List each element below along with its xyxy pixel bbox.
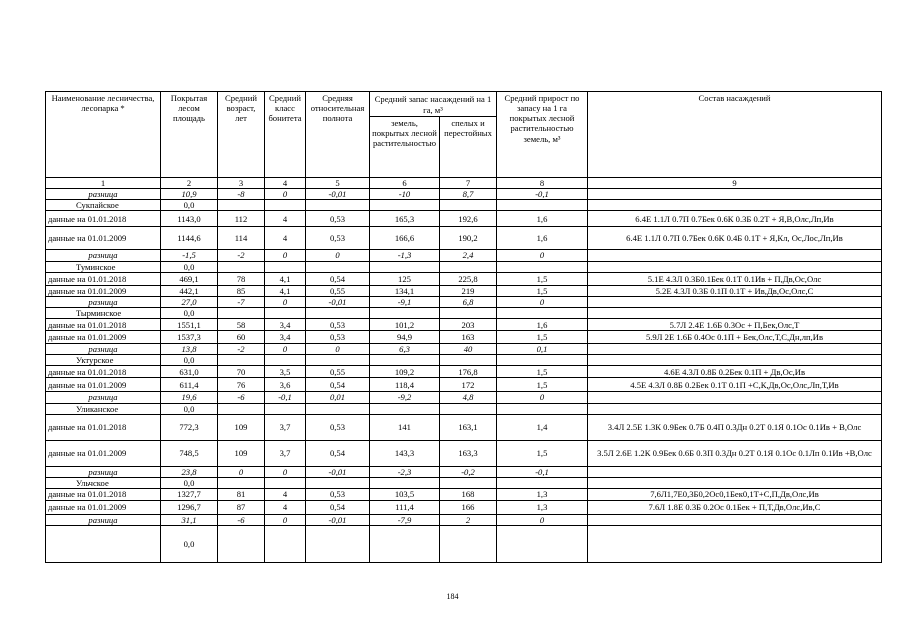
cell-average-growth xyxy=(497,200,588,211)
section-row xyxy=(46,403,882,414)
cell-forested-area: 27,0 xyxy=(161,296,218,307)
cell-average-age: 114 xyxy=(218,227,265,250)
cell-composition: 5.2Е 4.3Л 0.3Б 0.1П 0.1Т + Ив,Дв,Ос,Олс,С xyxy=(588,285,882,296)
cell-forested-area: 23,8 xyxy=(161,466,218,477)
cell-bonitet-class xyxy=(265,403,306,414)
cell-average-age xyxy=(218,307,265,318)
cell-average-growth: 1,3 xyxy=(497,488,588,500)
cell-average-growth xyxy=(497,355,588,366)
cell-forested-area: 0,0 xyxy=(161,477,218,488)
cell-relative-density: 0,53 xyxy=(306,414,370,440)
cell-relative-density: -0,01 xyxy=(306,514,370,525)
cell-average-age xyxy=(218,261,265,272)
cell-forestry-name: разница xyxy=(46,466,161,477)
cell-bonitet-class: 0 xyxy=(265,296,306,307)
cell-relative-density xyxy=(306,477,370,488)
table-row xyxy=(46,319,882,331)
cell-stock-covered: 141 xyxy=(370,414,440,440)
cell-relative-density: 0 xyxy=(306,250,370,261)
cell-relative-density xyxy=(306,403,370,414)
header-forestry-name: Наименование лесничества, лесопарка * xyxy=(46,92,161,178)
cell-stock-covered xyxy=(370,526,440,563)
cell-composition xyxy=(588,189,882,200)
cell-relative-density xyxy=(306,261,370,272)
column-numbers-row xyxy=(46,178,882,189)
difference-row xyxy=(46,392,882,403)
cell-average-growth: 1,5 xyxy=(497,331,588,344)
cell-relative-density: 0,53 xyxy=(306,488,370,500)
section-row xyxy=(46,355,882,366)
cell-composition: 3.5Л 2.6Е 1.2К 0.9Бек 0.6Б 0.3П 0.3Дн 0.2Т 0.1Я 0.1Ос 0.1Лп 0.1Ив +В,Олс xyxy=(588,440,882,466)
cell-forestry-name: данные на 01.01.2018 xyxy=(46,414,161,440)
cell-average-growth: 1,6 xyxy=(497,211,588,227)
cell-average-growth: 1,5 xyxy=(497,378,588,392)
cell-stock-mature xyxy=(440,307,497,318)
difference-row xyxy=(46,466,882,477)
cell-stock-covered: -7,9 xyxy=(370,514,440,525)
cell-composition xyxy=(588,514,882,525)
cell-composition xyxy=(588,296,882,307)
cell-forested-area: 10,9 xyxy=(161,189,218,200)
cell-average-age: -6 xyxy=(218,514,265,525)
cell-stock-covered xyxy=(370,403,440,414)
difference-row xyxy=(46,296,882,307)
cell-average-age: -8 xyxy=(218,189,265,200)
cell-average-age xyxy=(218,200,265,211)
cell-average-growth: -0,1 xyxy=(497,466,588,477)
cell-bonitet-class: 3,6 xyxy=(265,378,306,392)
cell-forestry-name: разница xyxy=(46,250,161,261)
cell-forested-area: 631,0 xyxy=(161,366,218,378)
table-row xyxy=(46,526,882,563)
cell-stock-mature: 2,4 xyxy=(440,250,497,261)
cell-composition xyxy=(588,355,882,366)
col-number: 3 xyxy=(218,178,265,189)
cell-relative-density: 0,53 xyxy=(306,319,370,331)
cell-bonitet-class: 4 xyxy=(265,227,306,250)
cell-average-growth: 1,6 xyxy=(497,227,588,250)
cell-stock-mature: 168 xyxy=(440,488,497,500)
cell-composition: 6.4Е 1.1Л 0.7П 0.7Бек 0.6К 0.3Б 0.2Т + Я,В,Олс,Лп,Ив xyxy=(588,211,882,227)
cell-composition: 5.7Л 2.4Е 1.6Б 0.3Ос + П,Бек,Олс,Т xyxy=(588,319,882,331)
cell-stock-mature xyxy=(440,261,497,272)
cell-composition: 6.4Е 1.1Л 0.7П 0.7Бек 0.6К 0.4Б 0.1Т + Я,Кл, Ос,Лос,Лп,Ив xyxy=(588,227,882,250)
cell-average-age: -6 xyxy=(218,392,265,403)
table-row xyxy=(46,227,882,250)
cell-forested-area: 1551,1 xyxy=(161,319,218,331)
cell-average-age: 109 xyxy=(218,440,265,466)
cell-stock-mature: 2 xyxy=(440,514,497,525)
cell-stock-mature: 225,8 xyxy=(440,272,497,285)
cell-average-age: 78 xyxy=(218,272,265,285)
header-stock-mature: спелых и перестойных xyxy=(440,117,497,178)
cell-composition: 4.5Е 4.3Л 0.8Б 0.2Бек 0.1Т 0.1П +С,К,Дв,Ос,Олс,Лп,Т,Ив xyxy=(588,378,882,392)
cell-stock-covered: 118,4 xyxy=(370,378,440,392)
cell-average-growth: 0,1 xyxy=(497,344,588,355)
cell-stock-mature: -0,2 xyxy=(440,466,497,477)
cell-stock-mature xyxy=(440,477,497,488)
cell-forested-area: 1296,7 xyxy=(161,500,218,514)
cell-relative-density: 0,54 xyxy=(306,378,370,392)
cell-average-growth: 0 xyxy=(497,392,588,403)
header-composition: Состав насаждений xyxy=(588,92,882,178)
cell-stock-mature xyxy=(440,403,497,414)
cell-average-growth xyxy=(497,526,588,563)
header-average-growth: Средний прирост по запасу на 1 га покрытых лесной растительностью земель, м³ xyxy=(497,92,588,178)
cell-stock-mature: 172 xyxy=(440,378,497,392)
cell-composition: 3.4Л 2.5Е 1.3К 0.9Бек 0.7Б 0.4П 0.3Дн 0.2Т 0.1Я 0.1Ос 0.1Ив + В,Олс xyxy=(588,414,882,440)
forest-statistics-table xyxy=(45,91,882,563)
col-number: 5 xyxy=(306,178,370,189)
table-row xyxy=(46,488,882,500)
col-number: 7 xyxy=(440,178,497,189)
cell-relative-density: 0 xyxy=(306,344,370,355)
cell-forestry-name: разница xyxy=(46,392,161,403)
table-row xyxy=(46,414,882,440)
cell-relative-density: 0,01 xyxy=(306,392,370,403)
cell-relative-density: 0,54 xyxy=(306,440,370,466)
cell-forested-area: 19,6 xyxy=(161,392,218,403)
cell-stock-covered: -9,2 xyxy=(370,392,440,403)
cell-stock-covered: 111,4 xyxy=(370,500,440,514)
cell-composition xyxy=(588,261,882,272)
cell-average-age: 58 xyxy=(218,319,265,331)
cell-stock-mature: 176,8 xyxy=(440,366,497,378)
cell-relative-density: 0,53 xyxy=(306,331,370,344)
section-row xyxy=(46,261,882,272)
header-bonitet-class: Средний класс бонитета xyxy=(265,92,306,178)
cell-stock-mature: 163 xyxy=(440,331,497,344)
cell-composition xyxy=(588,403,882,414)
cell-relative-density: -0,01 xyxy=(306,466,370,477)
cell-stock-covered: 165,3 xyxy=(370,211,440,227)
cell-forested-area: 772,3 xyxy=(161,414,218,440)
cell-relative-density: 0,53 xyxy=(306,227,370,250)
cell-forestry-name: разница xyxy=(46,296,161,307)
cell-composition xyxy=(588,477,882,488)
cell-bonitet-class: 0 xyxy=(265,514,306,525)
cell-bonitet-class: 0 xyxy=(265,344,306,355)
cell-composition xyxy=(588,526,882,563)
cell-forestry-name: Сукпайское xyxy=(46,200,161,211)
cell-composition: 5.9Л 2Е 1.6Б 0.4Ос 0.1П + Бек,Олс,Т,С,Дн,лп,Ив xyxy=(588,331,882,344)
cell-forestry-name: данные на 01.01.2018 xyxy=(46,211,161,227)
cell-bonitet-class: -0,1 xyxy=(265,392,306,403)
header-average-stock xyxy=(370,92,497,117)
cell-stock-mature xyxy=(440,526,497,563)
cell-average-age: 76 xyxy=(218,378,265,392)
cell-forested-area: 0,0 xyxy=(161,526,218,563)
cell-stock-covered: 143,3 xyxy=(370,440,440,466)
cell-stock-mature: 166 xyxy=(440,500,497,514)
page-number: 184 xyxy=(446,592,459,601)
table-row xyxy=(46,272,882,285)
cell-forested-area: 1327,7 xyxy=(161,488,218,500)
cell-forested-area: 0,0 xyxy=(161,403,218,414)
cell-relative-density: 0,54 xyxy=(306,500,370,514)
cell-relative-density xyxy=(306,307,370,318)
cell-forestry-name: данные на 01.01.2018 xyxy=(46,488,161,500)
cell-bonitet-class xyxy=(265,200,306,211)
cell-relative-density: -0,01 xyxy=(306,296,370,307)
col-number: 2 xyxy=(161,178,218,189)
cell-stock-mature: 163,3 xyxy=(440,440,497,466)
cell-composition: 4.6Е 4.3Л 0.8Б 0.2Бек 0.1П + Дв,Ос,Ив xyxy=(588,366,882,378)
header-relative-density: Средняя относительная полнота xyxy=(306,92,370,178)
cell-forested-area: -1,5 xyxy=(161,250,218,261)
cell-average-age xyxy=(218,477,265,488)
cell-average-age xyxy=(218,355,265,366)
cell-forested-area: 611,4 xyxy=(161,378,218,392)
cell-bonitet-class: 3,7 xyxy=(265,414,306,440)
cell-stock-covered: 103,5 xyxy=(370,488,440,500)
cell-bonitet-class: 0 xyxy=(265,250,306,261)
cell-bonitet-class xyxy=(265,261,306,272)
cell-bonitet-class: 0 xyxy=(265,189,306,200)
cell-average-age: 112 xyxy=(218,211,265,227)
cell-composition xyxy=(588,307,882,318)
cell-relative-density: 0,54 xyxy=(306,272,370,285)
cell-relative-density: 0,55 xyxy=(306,366,370,378)
cell-average-growth: 1,4 xyxy=(497,414,588,440)
cell-stock-covered: -2,3 xyxy=(370,466,440,477)
cell-average-growth: 0 xyxy=(497,296,588,307)
col-number: 9 xyxy=(588,178,882,189)
cell-bonitet-class: 4 xyxy=(265,211,306,227)
cell-forested-area: 0,0 xyxy=(161,200,218,211)
header-forested-area: Покрытая лесом площадь xyxy=(161,92,218,178)
cell-average-growth xyxy=(497,307,588,318)
cell-average-age: 85 xyxy=(218,285,265,296)
cell-average-age: 87 xyxy=(218,500,265,514)
cell-average-growth xyxy=(497,261,588,272)
col-number: 4 xyxy=(265,178,306,189)
cell-stock-mature: 192,6 xyxy=(440,211,497,227)
difference-row xyxy=(46,514,882,525)
cell-relative-density: 0,55 xyxy=(306,285,370,296)
header-average-age: Средний возраст, лет xyxy=(218,92,265,178)
cell-stock-covered xyxy=(370,355,440,366)
cell-stock-covered: 166,6 xyxy=(370,227,440,250)
cell-average-age xyxy=(218,526,265,563)
cell-stock-covered: -9,1 xyxy=(370,296,440,307)
cell-stock-mature: 163,1 xyxy=(440,414,497,440)
cell-forestry-name: разница xyxy=(46,514,161,525)
cell-relative-density xyxy=(306,200,370,211)
cell-stock-covered: -10 xyxy=(370,189,440,200)
cell-average-growth: 1,5 xyxy=(497,440,588,466)
cell-forested-area: 31,1 xyxy=(161,514,218,525)
cell-average-age: -2 xyxy=(218,344,265,355)
cell-stock-covered: -1,3 xyxy=(370,250,440,261)
cell-bonitet-class: 3,4 xyxy=(265,319,306,331)
cell-forested-area: 1144,6 xyxy=(161,227,218,250)
table-row xyxy=(46,440,882,466)
cell-composition xyxy=(588,344,882,355)
cell-stock-mature: 203 xyxy=(440,319,497,331)
cell-bonitet-class: 4 xyxy=(265,488,306,500)
cell-forestry-name: Уликанское xyxy=(46,403,161,414)
cell-stock-covered xyxy=(370,200,440,211)
cell-forestry-name: разница xyxy=(46,344,161,355)
header-stock-covered-lands: земель, покрытых лесной растительностью xyxy=(370,117,440,178)
cell-bonitet-class: 3,5 xyxy=(265,366,306,378)
cell-bonitet-class: 4,1 xyxy=(265,285,306,296)
cell-stock-covered: 101,2 xyxy=(370,319,440,331)
cell-forestry-name: Ульчское xyxy=(46,477,161,488)
cell-composition: 7,6Л1,7Е0,3Б0,2Ос0,1Бек0,1Т+С,П,Дв,Олс,Ив xyxy=(588,488,882,500)
cell-average-growth: 1,5 xyxy=(497,272,588,285)
cell-forestry-name: Уктурское xyxy=(46,355,161,366)
cell-stock-mature: 40 xyxy=(440,344,497,355)
cell-stock-covered: 6,3 xyxy=(370,344,440,355)
col-number: 8 xyxy=(497,178,588,189)
cell-bonitet-class: 3,4 xyxy=(265,331,306,344)
cell-relative-density xyxy=(306,526,370,563)
cell-relative-density xyxy=(306,355,370,366)
cell-forestry-name: данные на 01.01.2009 xyxy=(46,378,161,392)
cell-stock-covered xyxy=(370,307,440,318)
cell-bonitet-class xyxy=(265,307,306,318)
cell-composition xyxy=(588,466,882,477)
difference-row xyxy=(46,250,882,261)
table-body xyxy=(46,189,882,563)
cell-average-age: 81 xyxy=(218,488,265,500)
cell-stock-covered: 125 xyxy=(370,272,440,285)
cell-stock-covered: 134,1 xyxy=(370,285,440,296)
cell-average-growth xyxy=(497,403,588,414)
col-number: 1 xyxy=(46,178,161,189)
cell-bonitet-class xyxy=(265,355,306,366)
cell-stock-covered xyxy=(370,477,440,488)
cell-average-growth: -0,1 xyxy=(497,189,588,200)
cell-average-age: 60 xyxy=(218,331,265,344)
cell-average-growth: 1,5 xyxy=(497,366,588,378)
cell-forestry-name: данные на 01.01.2009 xyxy=(46,440,161,466)
cell-composition xyxy=(588,200,882,211)
cell-forestry-name: разница xyxy=(46,189,161,200)
cell-average-growth: 1,6 xyxy=(497,319,588,331)
cell-forestry-name: данные на 01.01.2009 xyxy=(46,285,161,296)
cell-stock-mature: 6,8 xyxy=(440,296,497,307)
cell-forested-area: 748,5 xyxy=(161,440,218,466)
cell-forestry-name: данные на 01.01.2009 xyxy=(46,227,161,250)
cell-stock-mature: 219 xyxy=(440,285,497,296)
section-row xyxy=(46,307,882,318)
difference-row xyxy=(46,344,882,355)
cell-bonitet-class xyxy=(265,526,306,563)
cell-forested-area: 0,0 xyxy=(161,355,218,366)
table-row xyxy=(46,500,882,514)
cell-stock-covered xyxy=(370,261,440,272)
cell-forestry-name: данные на 01.01.2009 xyxy=(46,331,161,344)
cell-forestry-name: данные на 01.01.2018 xyxy=(46,319,161,331)
cell-bonitet-class: 4,1 xyxy=(265,272,306,285)
cell-bonitet-class: 0 xyxy=(265,466,306,477)
cell-forested-area: 0,0 xyxy=(161,307,218,318)
table-row xyxy=(46,285,882,296)
table-row xyxy=(46,331,882,344)
cell-forested-area: 442,1 xyxy=(161,285,218,296)
cell-forestry-name: Туминское xyxy=(46,261,161,272)
cell-forested-area: 1143,0 xyxy=(161,211,218,227)
cell-forested-area: 0,0 xyxy=(161,261,218,272)
cell-composition xyxy=(588,250,882,261)
difference-row xyxy=(46,189,882,200)
cell-composition xyxy=(588,392,882,403)
cell-average-growth: 1,5 xyxy=(497,285,588,296)
cell-average-age: 109 xyxy=(218,414,265,440)
cell-forestry-name: Тырминское xyxy=(46,307,161,318)
cell-relative-density: 0,53 xyxy=(306,211,370,227)
cell-stock-mature: 8,7 xyxy=(440,189,497,200)
cell-average-growth: 0 xyxy=(497,250,588,261)
cell-forestry-name: данные на 01.01.2018 xyxy=(46,272,161,285)
cell-stock-mature: 4,8 xyxy=(440,392,497,403)
col-number: 6 xyxy=(370,178,440,189)
cell-average-age xyxy=(218,403,265,414)
cell-stock-mature xyxy=(440,200,497,211)
cell-stock-covered: 109,2 xyxy=(370,366,440,378)
cell-average-growth: 1,3 xyxy=(497,500,588,514)
header-average-stock-text: Средний запас насаждений на 1 га, м³ xyxy=(374,94,492,115)
cell-composition: 7.6Л 1.8Е 0.3Б 0.2Ос 0.1Бек + П,Т,Дв,Олс,Ив,С xyxy=(588,500,882,514)
table-row xyxy=(46,366,882,378)
cell-stock-mature xyxy=(440,355,497,366)
cell-average-age: -7 xyxy=(218,296,265,307)
cell-average-age: -2 xyxy=(218,250,265,261)
cell-average-age: 0 xyxy=(218,466,265,477)
section-row xyxy=(46,477,882,488)
cell-bonitet-class: 3,7 xyxy=(265,440,306,466)
cell-forested-area: 1537,3 xyxy=(161,331,218,344)
cell-relative-density: -0,01 xyxy=(306,189,370,200)
cell-bonitet-class: 4 xyxy=(265,500,306,514)
cell-average-growth xyxy=(497,477,588,488)
cell-bonitet-class xyxy=(265,477,306,488)
cell-forestry-name xyxy=(46,526,161,563)
cell-forested-area: 13,8 xyxy=(161,344,218,355)
cell-stock-covered: 94,9 xyxy=(370,331,440,344)
table-row xyxy=(46,378,882,392)
table-row xyxy=(46,211,882,227)
cell-average-age: 70 xyxy=(218,366,265,378)
cell-forested-area: 469,1 xyxy=(161,272,218,285)
cell-stock-mature: 190,2 xyxy=(440,227,497,250)
cell-forestry-name: данные на 01.01.2009 xyxy=(46,500,161,514)
section-row xyxy=(46,200,882,211)
cell-composition: 5.1Е 4.3Л 0.3Б0.1Бек 0.1Т 0.1Ив + П,Дв,Ос,Олс xyxy=(588,272,882,285)
cell-average-growth: 0 xyxy=(497,514,588,525)
cell-forestry-name: данные на 01.01.2018 xyxy=(46,366,161,378)
